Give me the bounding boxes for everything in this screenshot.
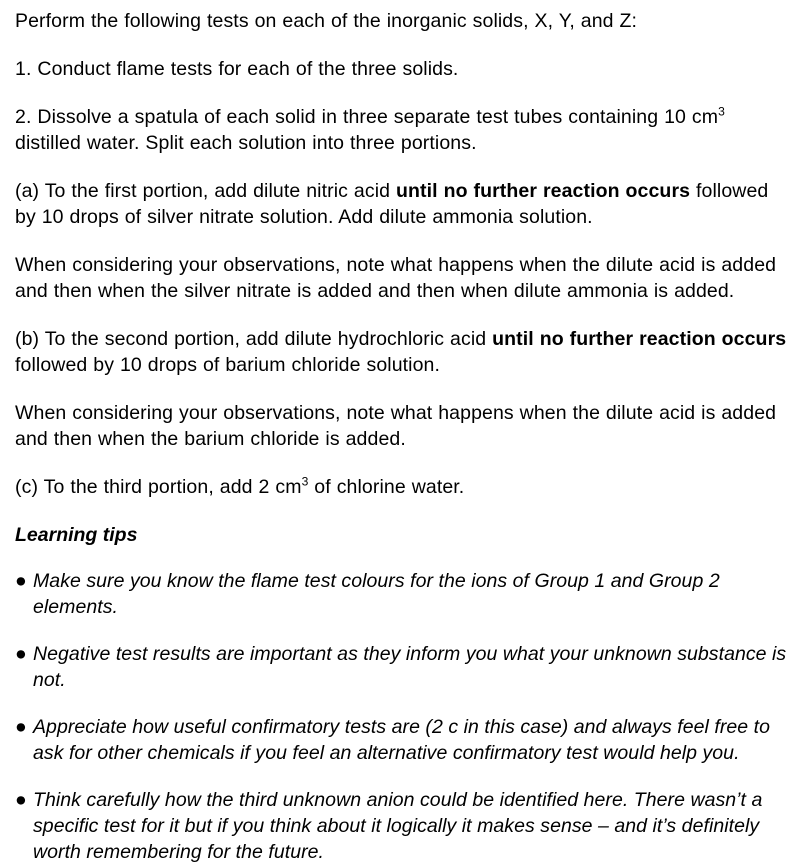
cubic-centimetre-superscript: 3 bbox=[301, 474, 309, 489]
part-c-text-after-superscript: of chlorine water. bbox=[308, 476, 465, 498]
learning-tip-item bbox=[15, 714, 793, 766]
part-b-text-after-bold: followed by 10 drops of barium chloride solution. bbox=[15, 354, 441, 376]
part-b-observation-note: When considering your observations, note what happens when the dilute acid is added and then when the barium chloride is added. bbox=[15, 402, 777, 450]
part-a-text-before-bold: (a) To the first portion, add dilute nitric acid bbox=[15, 180, 396, 202]
step-1-paragraph: 1. Conduct flame tests for each of the three solids. bbox=[15, 58, 459, 80]
part-b-bold-emphasis: until no further reaction occurs bbox=[492, 328, 787, 350]
part-a-observation-note: When considering your observations, note what happens when the dilute acid is added and then when the silver nitrate is added and then when dilute ammonia is added. bbox=[15, 254, 777, 302]
learning-tip-text: Make sure you know the flame test colours for the ions of Group 1 and Group 2 elements. bbox=[33, 570, 720, 618]
cubic-centimetre-superscript: 3 bbox=[718, 104, 725, 119]
part-b-text-before-bold: (b) To the second portion, add dilute hydrochloric acid bbox=[15, 328, 493, 350]
bullet-icon: ● bbox=[15, 789, 27, 811]
part-c-text-before-superscript: (c) To the third portion, add 2 cm bbox=[15, 476, 302, 498]
bullet-icon: ● bbox=[15, 643, 27, 665]
learning-tip-item bbox=[15, 787, 793, 865]
step-2-text-after-superscript: distilled water. Split each solution into three portions. bbox=[15, 132, 477, 154]
learning-tip-text: Appreciate how useful confirmatory tests are (2 c in this case) and always feel free to ask for other chemicals if you feel an alternative confirmatory test would help you. bbox=[33, 716, 771, 764]
step-2-paragraph bbox=[15, 104, 793, 156]
intro-paragraph: Perform the following tests on each of the inorganic solids, X, Y, and Z: bbox=[15, 10, 638, 32]
step-2-text-before-superscript: 2. Dissolve a spatula of each solid in three separate test tubes containing 10 cm bbox=[15, 106, 719, 128]
part-a-bold-emphasis: until no further reaction occurs bbox=[396, 180, 691, 202]
learning-tips-heading: Learning tips bbox=[15, 524, 138, 546]
learning-tip-text: Negative test results are important as they inform you what your unknown substance is not. bbox=[33, 643, 787, 691]
part-b-paragraph bbox=[15, 326, 793, 378]
bullet-icon: ● bbox=[15, 570, 27, 592]
learning-tip-item bbox=[15, 641, 793, 693]
part-a-paragraph bbox=[15, 178, 793, 230]
part-c-paragraph bbox=[15, 474, 793, 500]
bullet-icon: ● bbox=[15, 716, 27, 738]
learning-tip-item bbox=[15, 568, 793, 620]
learning-tip-text: Think carefully how the third unknown anion could be identified here. There wasn’t a specific test for it but if you think about it logically it makes sense – and it’s definitely worth remembering for the future. bbox=[33, 789, 763, 863]
part-a-text-after-bold: followed by 10 drops of silver nitrate solution. Add dilute ammonia solution. bbox=[15, 180, 769, 228]
